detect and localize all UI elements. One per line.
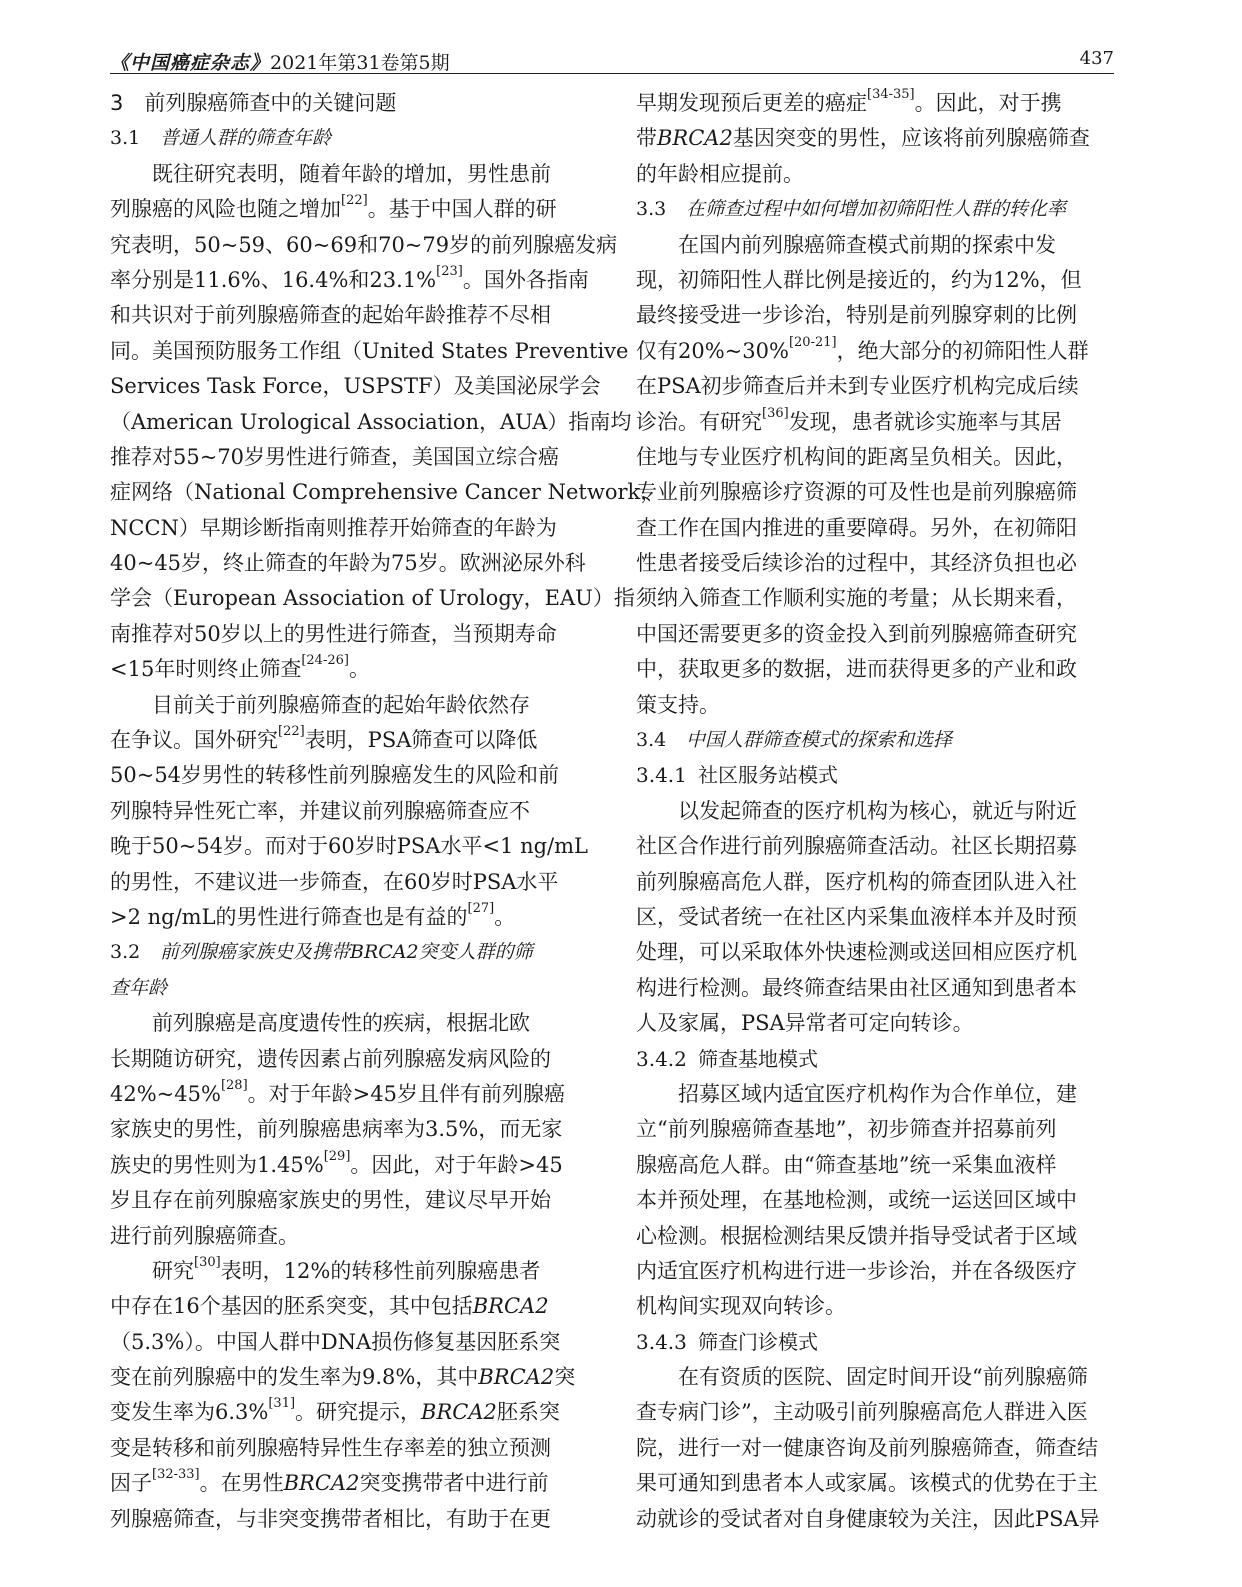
text-line [110,192,588,227]
citation: [23] [436,263,463,279]
heading-number: 3.4.1 [636,763,687,788]
text-line [110,1254,588,1289]
text-line: 既往研究表明，随着年龄的增加，男性患前 [152,161,551,186]
text-line: 的年龄相应提前。 [636,161,804,186]
text-fragment: 族史的男性则为1.45% [110,1152,324,1177]
text-line: 招募区域内适宜医疗机构作为合作单位，建 [678,1081,1077,1106]
text-fragment: 诊治。有研究 [636,409,762,434]
text-line: 查专病门诊”，主动吸引前列腺癌高危人群进入医 [636,1400,1088,1425]
journal-name: 《中国癌症杂志》 [110,52,271,74]
text-line: 家族史的男性，前列腺癌患病率为3.5%，而无家 [110,1117,563,1142]
running-header [110,46,1114,76]
subsection-heading-3-4-2 [636,1042,1114,1077]
heading-number: 3.4.3 [636,1329,687,1354]
subsection-heading-3-2-cont: 查年龄 [110,976,168,999]
text-line [636,86,1114,121]
gene-name: BRCA2 [478,1365,555,1390]
gene-name: BRCA2 [657,126,733,151]
text-line [110,1077,588,1112]
text-line: Services Task Force，USPSTF）及美国泌尿学会 [110,374,601,399]
text-line: 的男性，不建议进一步筛查，在60岁时PSA水平 [110,869,559,894]
text-line: 列腺癌筛查，与非突变携带者相比，有助于在更 [110,1506,551,1531]
page-number: 437 [1079,48,1114,69]
text-line [110,263,588,298]
heading-title: 在筛查过程中如何增加初筛阳性人群的转化率 [686,198,1067,221]
text-fragment: ，绝大部分的初筛阳性人群 [836,338,1089,363]
text-fragment: 列腺癌的风险也随之增加 [110,197,341,222]
text-line: 立“前列腺癌筛查基地”，初步筛查并招募前列 [636,1117,1057,1142]
text-line [110,1360,588,1395]
text-line: 和共识对于前列腺癌筛查的起始年龄推荐不尽相 [110,303,551,328]
journal-issue: 2021年第31卷第5期 [270,52,450,74]
text-line [110,1466,588,1501]
text-line: 在国内前列腺癌筛查模式前期的探索中发 [678,232,1056,257]
citation: [28] [220,1077,248,1093]
text-line: 社区合作进行前列腺癌筛查活动。社区长期招募 [636,834,1077,859]
text-line: 处理，可以采取体外快速检测或送回相应医疗机 [636,940,1077,965]
text-line: 果可通知到患者本人或家属。该模式的优势在于主 [636,1471,1098,1496]
text-line [636,334,1114,369]
text-fragment: 带 [636,126,657,151]
text-line [110,1148,588,1183]
text-line: 心检测。根据检测结果反馈并指导受试者于区域 [636,1223,1077,1248]
text-line: 前列腺癌高危人群，医疗机构的筛查团队进入社 [636,869,1077,894]
text-line: 岁且存在前列腺癌家族史的男性，建议尽早开始 [110,1188,551,1213]
text-line: 中国还需要更多的资金投入到前列腺癌筛查研究 [636,621,1077,646]
text-fragment: 表明，PSA筛查可以降低 [304,728,538,753]
text-fragment: 变在前列腺癌中的发生率为9.8%，其中 [110,1365,479,1390]
gene-name: BRCA2 [283,1471,360,1496]
section-heading: 3 前列腺癌筛查中的关键问题 [110,91,397,115]
text-line: 在PSA初步筛查后并未到专业医疗机构完成后续 [636,374,1079,399]
heading-number: 3.4.2 [636,1046,687,1071]
header-rule [110,73,1114,74]
text-line [110,1395,588,1430]
citation: [27] [467,900,495,916]
heading-title: 筛查门诊模式 [698,1329,818,1354]
text-fragment: 。基于中国人群的研 [367,197,557,222]
text-line: 进行前列腺癌筛查。 [110,1223,299,1248]
citation: [36] [762,405,789,421]
text-line: 住地与专业医疗机构间的距离呈负相关。因此， [636,444,1077,469]
text-line: 变是转移和前列腺癌特异性生存率差的独立预测 [110,1435,551,1460]
text-fragment: >2 ng/mL的男性进行筛查也是有益的 [110,904,468,929]
text-fragment: <15年时则终止筛查 [110,657,302,682]
citation: [34-35] [867,87,915,102]
text-fragment: 基因突变的男性，应该将前列腺癌筛查 [732,126,1090,151]
text-line [110,900,588,935]
text-fragment: 在争议。国外研究 [110,728,278,753]
text-fragment: 42%~45% [110,1081,221,1106]
text-line: 查工作在国内推进的重要障碍。另外，在初筛阳 [636,515,1077,540]
heading-title: 筛查基地模式 [698,1046,818,1071]
subsection-heading-3-4 [636,723,1114,758]
subsection-heading-3-1 [110,121,588,156]
citation: [30] [194,1254,221,1270]
text-line: 腺癌高危人群。由“筛查基地”统一采集血液样 [636,1152,1057,1177]
text-line: 症网络（National Comprehensive Cancer Network， [110,480,662,505]
heading-title: 社区服务站模式 [698,763,838,788]
text-fragment: 率分别是11.6%、16.4%和23.1% [110,267,437,292]
text-line: 目前关于前列腺癌筛查的起始年龄依然存 [152,692,530,717]
text-fragment: 。研究提示， [295,1400,422,1425]
citation: [32-33] [152,1467,200,1483]
citation: [31] [268,1396,296,1412]
text-fragment: 研究 [152,1258,194,1283]
text-line: （5.3%）。中国人群中DNA损伤修复基因胚系突 [110,1329,561,1354]
text-line: 专业前列腺癌诊疗资源的可及性也是前列腺癌筛 [636,480,1077,505]
text-line: 须纳入筛查工作顺利实施的考量；从长期来看， [636,586,1077,611]
citation: [29] [323,1148,351,1164]
text-line: 内适宜医疗机构进行进一步诊治，并在各级医疗 [636,1258,1077,1283]
text-line: 40~45岁，终止筛查的年龄为75岁。欧洲泌尿外科 [110,551,586,576]
text-fragment: 表明，12%的转移性前列腺癌患者 [220,1258,541,1283]
text-line: 究表明，50~59、60~69和70~79岁的前列腺癌发病 [110,232,618,257]
text-line: 推荐对55~70岁男性进行筛查，美国国立综合癌 [110,444,560,469]
text-line: 南推荐对50岁以上的男性进行筛查，当预期寿命 [110,621,557,646]
text-line: 中，获取更多的数据，进而获得更多的产业和政 [636,657,1077,682]
text-fragment: 。因此，对于年龄>45 [350,1152,563,1177]
text-line: 列腺特异性死亡率，并建议前列腺癌筛查应不 [110,798,530,823]
text-line: 性患者接受后续诊治的过程中，其经济负担也必 [636,551,1077,576]
text-fragment: 。 [494,904,516,929]
text-line: 机构间实现双向转诊。 [636,1294,846,1319]
text-line: 人及家属，PSA异常者可定向转诊。 [636,1011,974,1036]
text-line [636,405,1114,440]
citation: [22] [341,193,368,209]
text-line: 策支持。 [636,692,720,717]
heading-number: 3.4 [636,729,667,752]
text-line: 在有资质的医院、固定时间开设“前列腺癌筛 [678,1365,1088,1390]
text-line [110,723,588,758]
text-line [636,121,1114,156]
text-fragment: 。因此，对于携 [914,91,1062,115]
right-column [636,86,1114,1537]
text-fragment: 发现，患者就诊实施率与其居 [788,409,1062,434]
text-line: 长期随访研究，遗传因素占前列腺癌发病风险的 [110,1046,551,1071]
text-line: 本并预处理，在基地检测，或统一运送回区域中 [636,1188,1077,1213]
heading-title: 中国人群筛查模式的探索和选择 [686,729,953,752]
text-fragment: 变发生率为6.3% [110,1400,269,1425]
text-line [110,1289,588,1324]
citation: [24-26] [301,653,349,669]
text-line: 院，进行一对一健康咨询及前列腺癌筛查，筛查结 [636,1435,1098,1460]
text-line: 晚于50~54岁。而对于60岁时PSA水平<1 ng/mL [110,834,588,859]
text-line: 前列腺癌是高度遗传性的疾病，根据北欧 [152,1011,530,1036]
text-line: 区，受试者统一在社区内采集血液样本并及时预 [636,904,1077,929]
subsection-heading-3-4-1 [636,758,1114,793]
text-line: 50~54岁男性的转移性前列腺癌发生的风险和前 [110,763,560,788]
gene-name: BRCA2 [421,1400,497,1425]
text-fragment: 。对于年龄>45岁且伴有前列腺癌 [247,1081,565,1106]
subsection-heading-3-4-3 [636,1325,1114,1360]
text-fragment: 中存在16个基因的胚系突变，其中包括 [110,1294,473,1319]
heading-number: 3.1 [110,127,141,150]
text-fragment: 胚系突 [496,1400,560,1425]
text-line [110,652,588,687]
text-fragment: 突 [554,1365,576,1390]
text-fragment: 。国外各指南 [462,267,589,292]
text-fragment: 早期发现预后更差的癌症 [636,91,867,115]
text-fragment: 因子 [110,1471,152,1496]
heading-number: 3.3 [636,198,667,221]
text-fragment: 。在男性 [199,1471,284,1496]
text-line: NCCN）早期诊断指南则推荐开始筛查的年龄为 [110,515,557,540]
text-line: 以发起筛查的医疗机构为核心，就近与附近 [678,798,1077,823]
text-fragment: 仅有20%~30% [636,338,789,363]
heading-number: 3.2 [110,941,141,964]
text-line: 最终接受进一步诊治，特别是前列腺穿刺的比例 [636,303,1077,328]
text-fragment: 。 [348,657,370,682]
subsection-heading-3-2 [110,935,588,970]
heading-title: 普通人群的筛查年龄 [160,127,332,150]
citation: [22] [278,724,305,740]
journal-title [110,48,450,75]
subsection-heading-3-3 [636,192,1114,227]
text-fragment: 突变携带者中进行前 [359,1471,549,1496]
text-line: 现，初筛阳性人群比例是接近的，约为12%，但 [636,267,1082,292]
text-line: 学会（European Association of Urology，EAU）指 [110,586,635,611]
gene-name: BRCA2 [472,1294,549,1319]
text-line: 同。美国预防服务工作组（United States Preventive [110,338,629,363]
text-line: 构进行检测。最终筛查结果由社区通知到患者本 [636,975,1077,1000]
text-line: 动就诊的受试者对自身健康较为关注，因此PSA异 [636,1506,1100,1531]
text-line: （American Urological Association，AUA）指南均 [110,409,632,434]
heading-title: 前列腺癌家族史及携带BRCA2突变人群的筛 [160,941,533,964]
citation: [20-21] [788,334,837,350]
